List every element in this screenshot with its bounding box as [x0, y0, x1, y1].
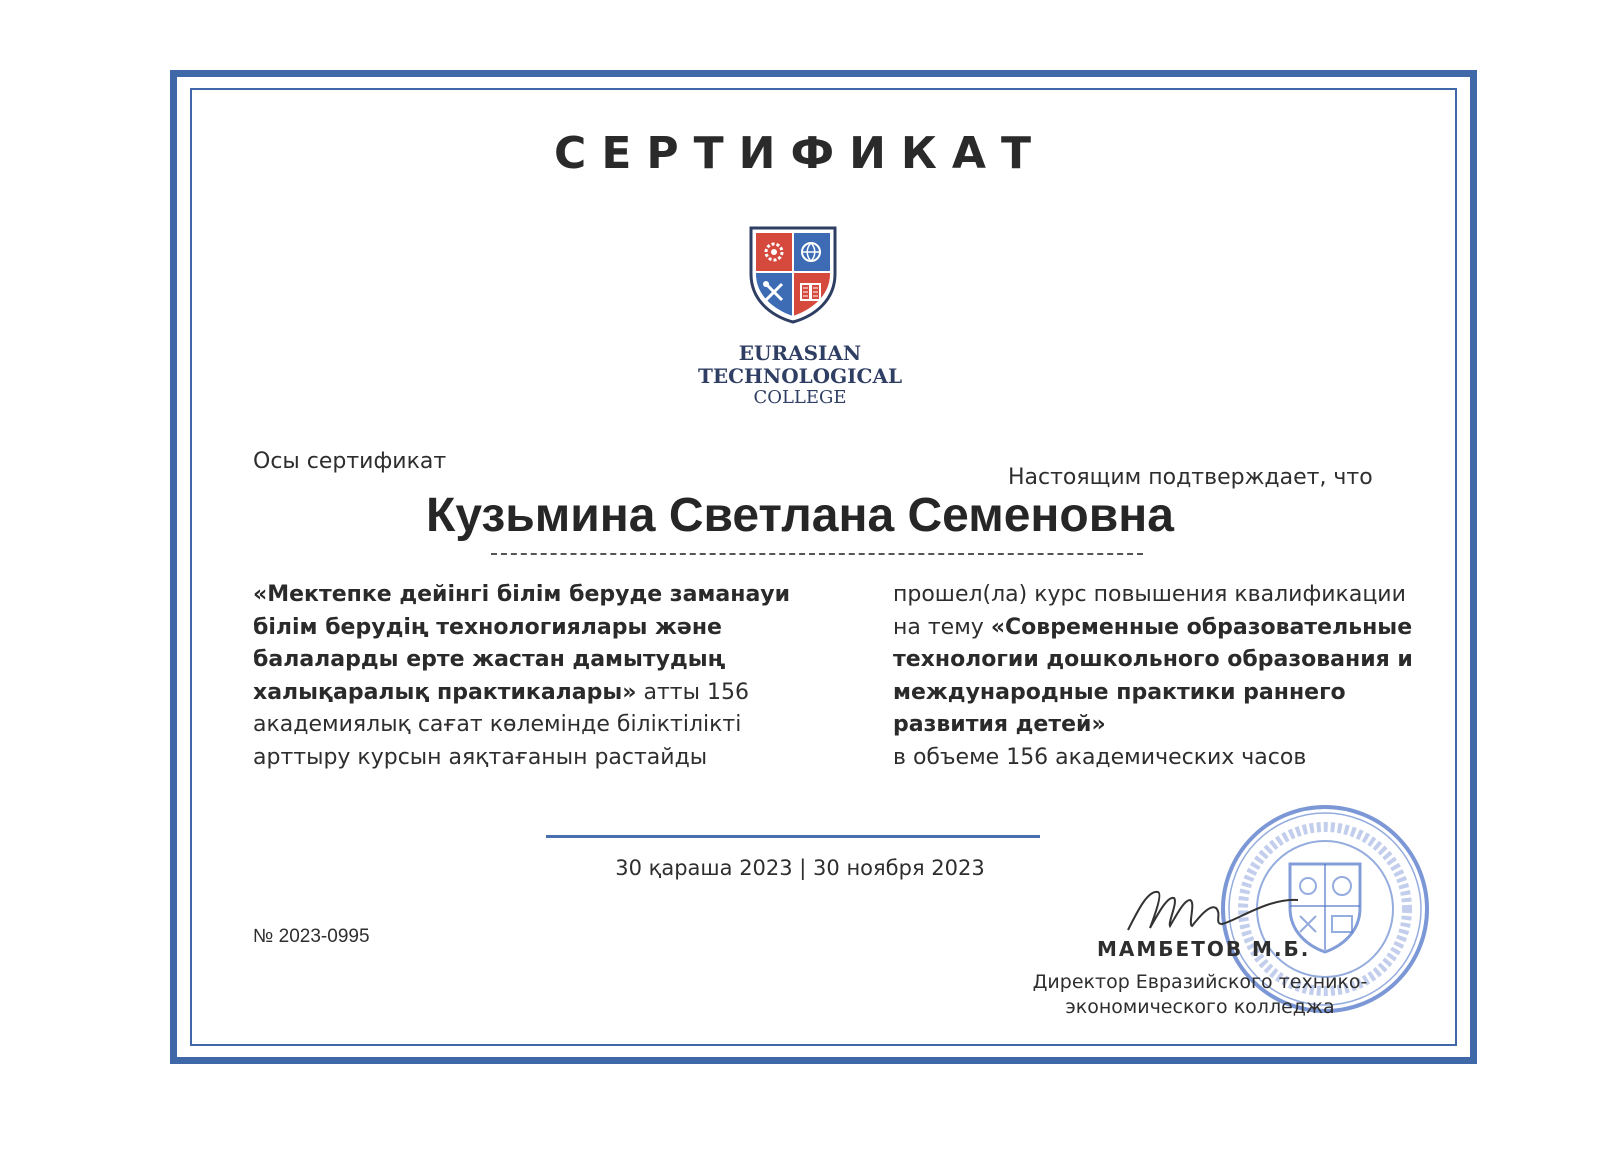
intro-kz: Осы сертификат — [253, 449, 447, 474]
signature — [1118, 880, 1318, 940]
signer-name: МАМБЕТОВ М.Б. — [1097, 937, 1311, 961]
certificate-number: № 2023-0995 — [253, 926, 370, 947]
recipient-name: Кузьмина Светлана Семеновна — [426, 489, 1174, 542]
ru-course-title: «Современные образовательные технологии дошкольного образования и международные практики раннего развития детей» — [893, 614, 1413, 737]
college-name-line1: EURASIAN — [738, 341, 862, 365]
college-name-line2: TECHNOLOGICAL — [697, 364, 903, 388]
college-logo-shield — [749, 226, 837, 324]
college-name — [0, 342, 1600, 409]
name-underline — [491, 553, 1143, 555]
ru-description-lead: прошел(ла) курс повышения квалификации на тему — [893, 582, 1406, 640]
kz-description — [253, 579, 813, 774]
intro-ru: Настоящим подтверждает, что — [1008, 465, 1373, 490]
ru-description — [893, 579, 1413, 774]
ru-description-rest: в объеме 156 академических часов — [893, 744, 1307, 770]
college-name-line3: COLLEGE — [753, 387, 847, 408]
signer-title: Директор Евразийского технико-экономического колледжа — [1032, 971, 1368, 1018]
certificate-title: СЕРТИФИКАТ — [554, 128, 1046, 179]
date-divider — [546, 835, 1040, 838]
issue-dates: 30 қараша 2023 | 30 ноября 2023 — [615, 856, 985, 880]
kz-description-rest: атты 156 академиялық сағат көлемінде біліктілікті арттыру курсын аяқтағанын растайды — [253, 679, 749, 770]
kz-course-title: «Мектепке дейінгі білім беруде заманауи білім берудің технологиялары және балаларды ерте жастан дамытудың халықаралық практикалары» — [253, 582, 791, 705]
